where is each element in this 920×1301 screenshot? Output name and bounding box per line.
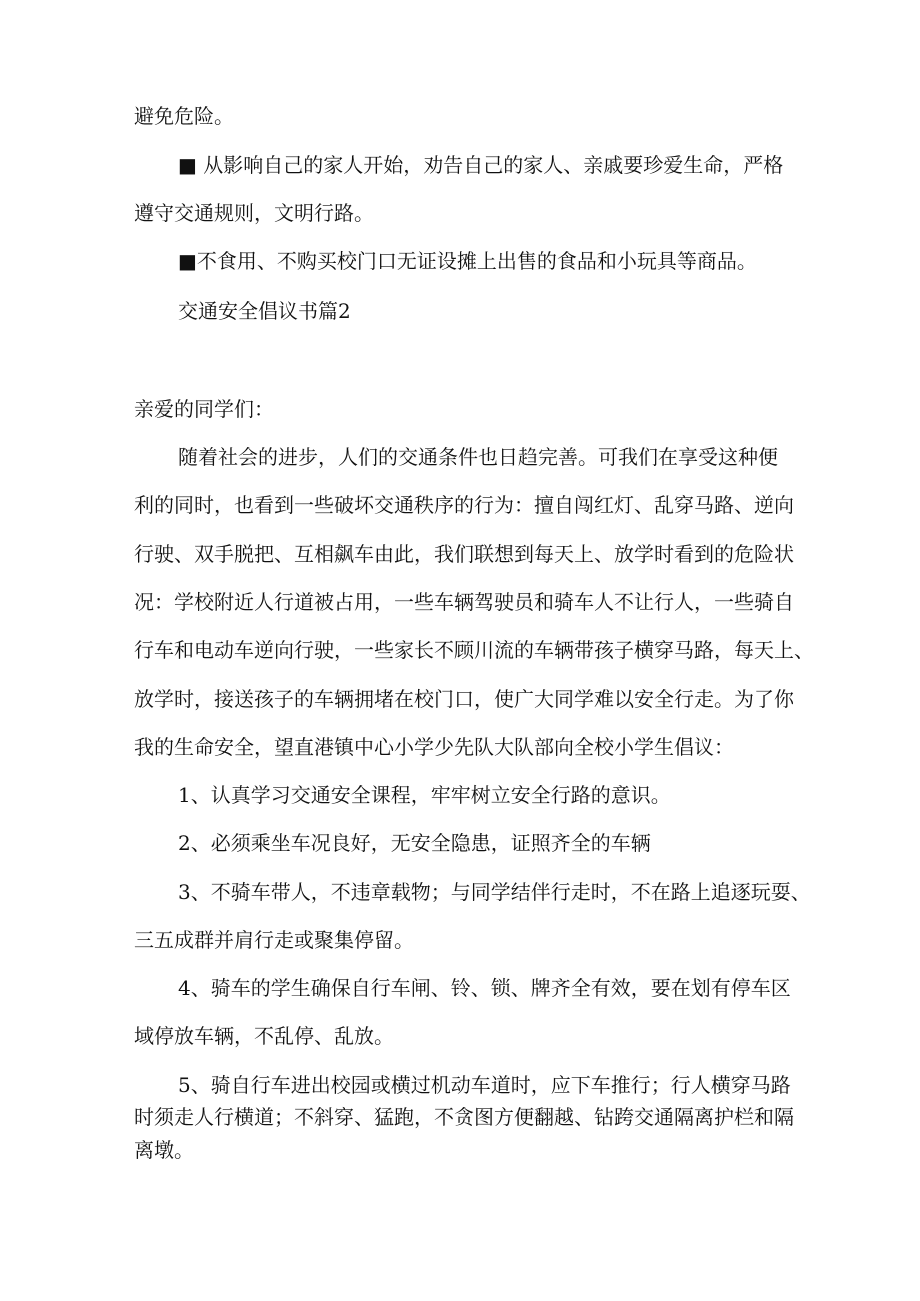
section-heading: 交通安全倡议书篇2: [178, 299, 351, 323]
list-item-5: 5、骑自行车进出校园或横过机动车道时，应下车推行；行人横穿马路: [178, 1073, 791, 1097]
text-line: 况：学校附近人行道被占用，一些车辆驾驶员和骑车人不让行人，一些骑自: [134, 590, 794, 614]
text-line: 行车和电动车逆向行驶，一些家长不顾川流的车辆带孩子横穿马路，每天上、: [134, 638, 814, 662]
text-line: 行驶、双手脱把、互相飙车由此，我们联想到每天上、放学时看到的危险状: [134, 542, 794, 566]
text-line: 遵守交通规则，文明行路。: [134, 201, 374, 225]
text-line: 离墩。: [134, 1138, 194, 1162]
text-line: 我的生命安全，望直港镇中心小学少先队大队部向全校小学生倡议：: [134, 735, 734, 759]
text-line: 三五成群并肩行走或聚集停留。: [134, 928, 414, 952]
text-line: 时须走人行横道；不斜穿、猛跑，不贪图方便翻越、钻跨交通隔离护栏和隔: [134, 1105, 794, 1129]
text-line: 避免危险。: [134, 104, 234, 128]
list-item-4: 4、骑车的学生确保自行车闸、铃、锁、牌齐全有效，要在划有停车区: [178, 976, 791, 1000]
text-line: 随着社会的进步，人们的交通条件也日趋完善。可我们在享受这种便: [178, 445, 778, 469]
list-item-3: 3、不骑车带人，不违章载物；与同学结伴行走时，不在路上追逐玩耍、: [178, 880, 811, 904]
list-item-1: 1、认真学习交通安全课程，牢牢树立安全行路的意识。: [178, 783, 671, 807]
text-line: 放学时，接送孩子的车辆拥堵在校门口，使广大同学难以安全行走。为了你: [134, 687, 794, 711]
bullet-line: ■不食用、不购买校门口无证设摊上出售的食品和小玩具等商品。: [178, 249, 757, 273]
text-line: 利的同时，也看到一些破坏交通秩序的行为：擅自闯红灯、乱穿马路、逆向: [134, 493, 794, 517]
bullet-line: ■ 从影响自己的家人开始，劝告自己的家人、亲戚要珍爱生命，严格: [178, 153, 784, 177]
salutation: 亲爱的同学们：: [134, 397, 274, 421]
text-line: 域停放车辆，不乱停、乱放。: [134, 1024, 394, 1048]
list-item-2: 2、必须乘坐车况良好，无安全隐患，证照齐全的车辆: [178, 831, 651, 855]
